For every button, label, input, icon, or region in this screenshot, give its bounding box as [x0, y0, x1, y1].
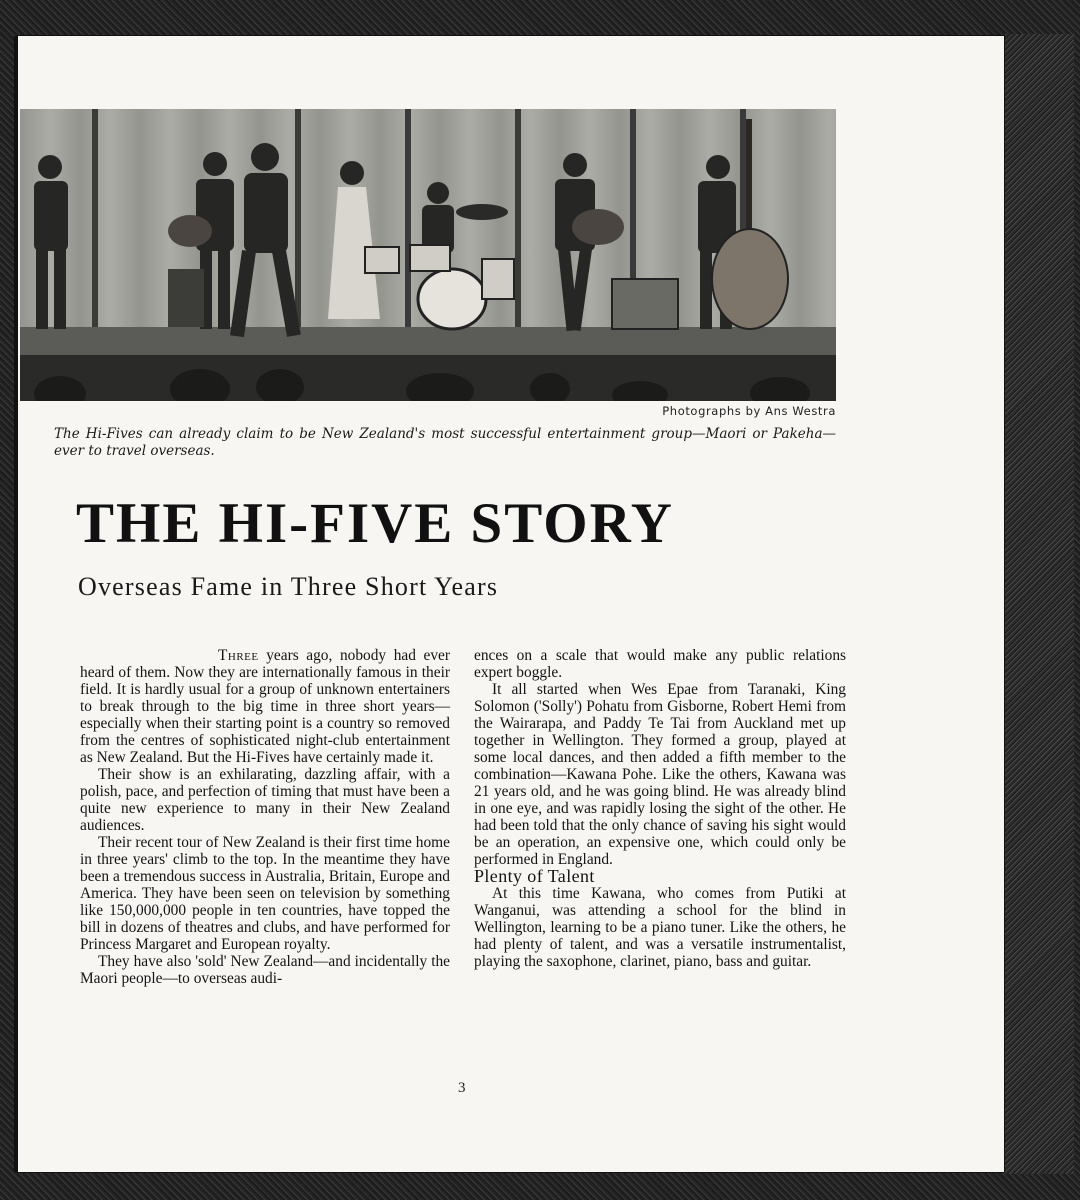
- paragraph: It all started when Wes Epae from Taranaki, King Solomon ('Solly') Pohatu from Gisborne, Robert Hemi from the Wairarapa, and Paddy Te Tai from Auckland met up together in Wellington. They formed a group, played at some local dances, and then added a fifth member to the combination—Kawana Pohe. Like the others, Kawana was 21 years old, and he was going blind. He was already blind in one eye, and was rapidly losing the sight of the other. He had been told that the only chance of saving his sight would be an operation, an expensive one, which could only be performed in England.: [474, 681, 846, 868]
- article-column-left: [80, 647, 450, 987]
- article-title: THE HI-FIVE STORY: [76, 492, 674, 555]
- paragraph: At this time Kawana, who comes from Putiki at Wanganui, was attending a school for the blind in Wellington, learning to be a piano tuner. Like the others, he had plenty of talent, and was a versatile instrumentalist, playing the saxophone, clarinet, piano, bass and guitar.: [474, 885, 846, 970]
- page-number: 3: [458, 1080, 466, 1096]
- scan-edge-strip: [1004, 34, 1074, 1174]
- photo-credit: Photographs by Ans Westra: [662, 404, 836, 418]
- photo-caption: The Hi-Fives can already claim to be New Zealand's most successful entertainment group—Maori or Pakeha—ever to travel overseas.: [54, 426, 836, 459]
- paragraph: [80, 647, 450, 766]
- paragraph-text: years ago, nobody had ever heard of them. Now they are internationally famous in their field. It is hardly usual for a group of unknown entertainers to break through to the big time in three short years—especially when their starting point is a country so removed from the centres of sophisticated night-club entertainment as New Zealand. But the Hi-Fives have certainly made it.: [80, 647, 450, 766]
- binding-edge: [14, 36, 17, 1172]
- paragraph: ences on a scale that would make any public relations expert boggle.: [474, 647, 846, 681]
- article-subtitle: Overseas Fame in Three Short Years: [78, 572, 499, 601]
- article-column-right: [474, 647, 846, 970]
- paragraph: They have also 'sold' New Zealand—and incidentally the Maori people—to overseas audi-: [80, 953, 450, 987]
- paragraph: Their recent tour of New Zealand is their first time home in three years' climb to the top. In the meantime they have been a tremendous success in Australia, Britain, Europe and America. They have been seen on television by something like 150,000,000 people in ten countries, have topped the bill in dozens of theatres and clubs, and have performed for Princess Margaret and European royalty.: [80, 834, 450, 953]
- lead-word: Three: [218, 647, 259, 664]
- photo-illustration: [20, 109, 836, 401]
- band-stage-photo: [20, 109, 836, 401]
- paragraph: Their show is an exhilarating, dazzling affair, with a polish, pace, and perfection of timing that must have been a quite new experience to many in their New Zealand audiences.: [80, 766, 450, 834]
- section-heading: Plenty of Talent: [474, 866, 595, 886]
